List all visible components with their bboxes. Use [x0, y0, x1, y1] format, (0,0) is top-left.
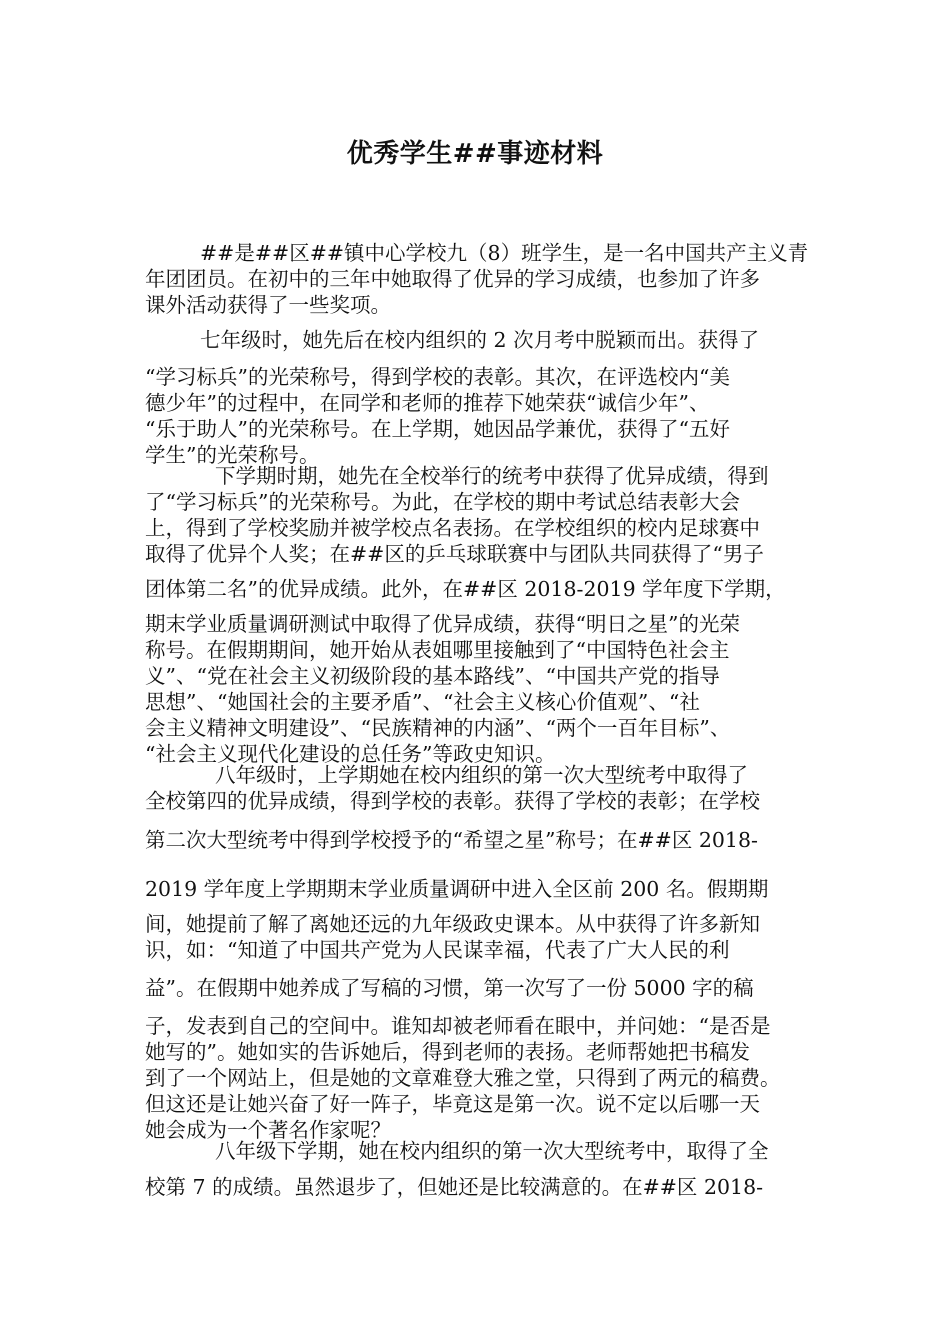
- text-line: 义”、“党在社会主义初级阶段的基本路线”、“中国共产党的指导: [145, 664, 720, 688]
- text-line: 团体第二名”的优异成绩。此外，在##区 2018-2019 学年度下学期，: [145, 577, 786, 601]
- text-line: 校第 7 的成绩。虽然退步了，但她还是比较满意的。在##区 2018-: [145, 1175, 764, 1199]
- text-line: 课外活动获得了一些奖项。: [145, 293, 391, 317]
- text-line: 七年级时，她先后在校内组织的 2 次月考中脱颖而出。获得了: [200, 328, 760, 352]
- text-line: 第二次大型统考中得到学校授予的“希望之星”称号；在##区 2018-: [145, 828, 758, 852]
- text-line: 了“学习标兵”的光荣称号。为此，在学校的期中考试总结表彰大会: [145, 490, 740, 514]
- text-line: 2019 学年度上学期期末学业质量调研中进入全区前 200 名。假期期: [145, 877, 769, 901]
- text-line: 会主义精神文明建设”、“民族精神的内涵”、“两个一百年目标”、: [145, 716, 731, 740]
- text-line: 八年级时，上学期她在校内组织的第一次大型统考中取得了: [215, 763, 748, 787]
- text-line: 但这还是让她兴奋了好一阵子，毕竟这是第一次。说不定以后哪一天: [145, 1092, 760, 1116]
- text-line: “学习标兵”的光荣称号，得到学校的表彰。其次，在评选校内“美: [145, 365, 730, 389]
- text-line: 她会成为一个著名作家呢？: [145, 1118, 391, 1142]
- text-line: 年团团员。在初中的三年中她取得了优异的学习成绩，也参加了许多: [145, 267, 760, 291]
- text-line: 下学期时期，她先在全校举行的统考中获得了优异成绩，得到: [215, 464, 769, 488]
- text-line: 子，发表到自己的空间中。谁知却被老师看在眼中，并问她：“是否是: [145, 1014, 771, 1038]
- text-line: 期末学业质量调研测试中取得了优异成绩，获得“明日之星”的光荣: [145, 612, 740, 636]
- text-line: 识，如：“知道了中国共产党为人民谋幸福，代表了广大人民的利: [145, 938, 730, 962]
- text-line: 取得了优异个人奖；在##区的乒乓球联赛中与团队共同获得了“男子: [145, 542, 764, 566]
- text-line: 她写的”。她如实的告诉她后，得到老师的表扬。老师帮她把书稿发: [145, 1040, 750, 1064]
- text-line: “社会主义现代化建设的总任务”等政史知识。: [145, 742, 556, 766]
- text-line: ##是##区##镇中心学校九（8）班学生，是一名中国共产主义青: [200, 241, 809, 265]
- text-line: 思想”、“她国社会的主要矛盾”、“社会主义核心价值观”、“社: [145, 690, 700, 714]
- text-line: 益”。在假期中她养成了写稿的习惯，第一次写了一份 5000 字的稿: [145, 976, 754, 1000]
- text-line: 全校第四的优异成绩，得到学校的表彰。获得了学校的表彰；在学校: [145, 789, 760, 813]
- text-line: 八年级下学期，她在校内组织的第一次大型统考中，取得了全: [215, 1139, 769, 1163]
- text-line: “乐于助人”的光荣称号。在上学期，她因品学兼优，获得了“五好: [145, 417, 730, 441]
- document-title: 优秀学生##事迹材料: [346, 139, 604, 169]
- text-line: 称号。在假期期间，她开始从表姐哪里接触到了“中国特色社会主: [145, 638, 730, 662]
- text-line: 间，她提前了解了离她还远的九年级政史课本。从中获得了许多新知: [145, 912, 760, 936]
- text-line: 学生”的光荣称号。: [145, 443, 320, 467]
- text-line: 到了一个网站上，但是她的文章难登大雅之堂，只得到了两元的稿费。: [145, 1066, 781, 1090]
- text-line: 上，得到了学校奖励并被学校点名表扬。在学校组织的校内足球赛中: [145, 516, 760, 540]
- text-line: 德少年”的过程中，在同学和老师的推荐下她荣获“诚信少年”、: [145, 391, 710, 415]
